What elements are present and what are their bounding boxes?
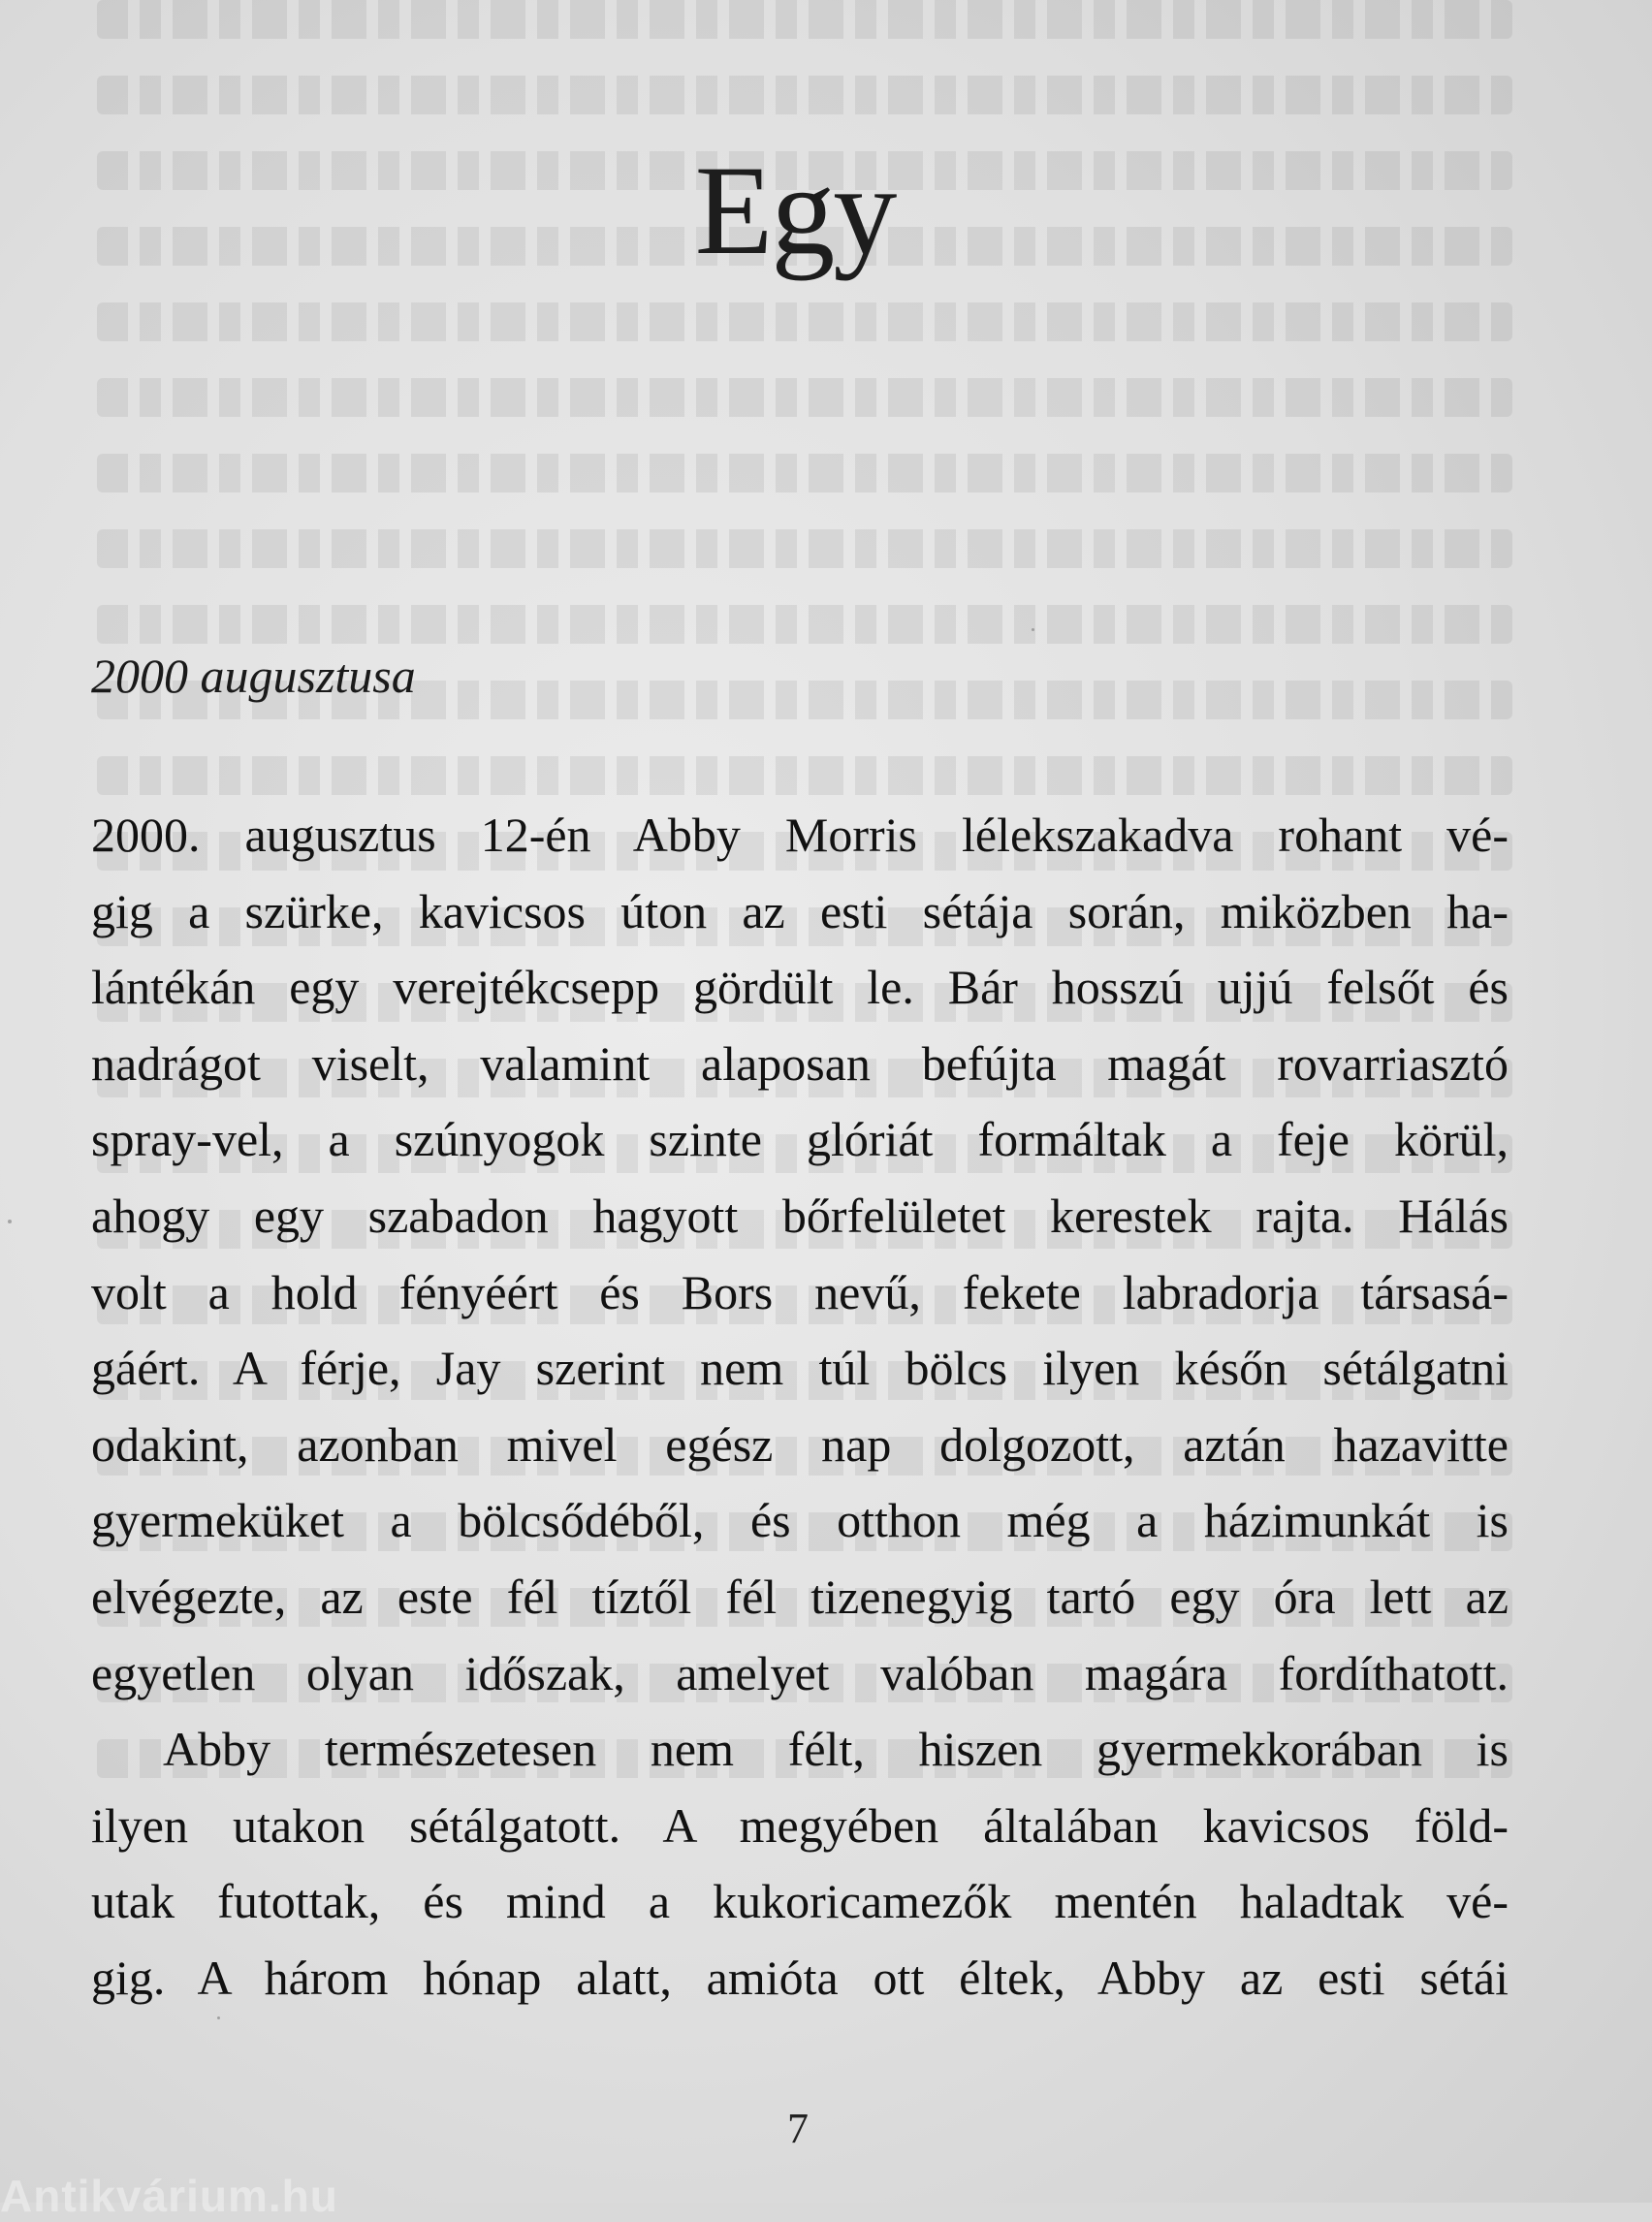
text-line: lántékán egy verejtékcsepp gördült le. Bár hosszú ujjú felsőt és	[91, 960, 1509, 1015]
body-text	[91, 797, 1509, 2016]
paper-speck	[1032, 628, 1034, 631]
text-line: ilyen utakon sétálgatott. A megyében általában kavicsos föld-	[91, 1797, 1509, 1853]
text-line: volt a hold fényéért és Bors nevű, fekete labradorja társasá-	[91, 1264, 1509, 1319]
paragraph-2	[91, 1711, 1509, 2016]
paper-speck	[217, 2016, 220, 2019]
text-line: nadrágot viselt, valamint alaposan befújta magát rovarriasztó	[91, 1035, 1509, 1091]
chapter-title: Egy	[694, 139, 896, 281]
text-line: ahogy egy szabadon hagyott bőrfelületet kerestek rajta. Hálás	[91, 1188, 1509, 1243]
text-line: odakint, azonban mivel egész nap dolgozott, aztán hazavitte	[91, 1416, 1509, 1472]
text-line: Abby természetesen nem félt, hiszen gyermekkorában is	[163, 1722, 1509, 1777]
text-line: spray-vel, a szúnyogok szinte glóriát formáltak a feje körül,	[91, 1112, 1509, 1167]
paper-speck	[8, 1220, 12, 1223]
text-line: elvégezte, az este fél tíztől fél tizenegyig tartó egy óra lett az	[91, 1569, 1509, 1624]
text-line: egyetlen olyan időszak, amelyet valóban magára fordíthatott.	[91, 1645, 1509, 1700]
chapter-dateline: 2000 augusztusa	[91, 649, 416, 703]
text-line: gáért. A férje, Jay szerint nem túl bölcs ilyen későn sétálgatni	[91, 1341, 1509, 1396]
text-line: 2000. augusztus 12-én Abby Morris lélekszakadva rohant vé-	[91, 808, 1509, 862]
text-line: gyermeküket a bölcsődéből, és otthon még a házimunkát is	[91, 1493, 1509, 1548]
text-line: gig. A három hónap alatt, amióta ott éltek, Abby az esti sétái	[91, 1950, 1509, 2005]
watermark: Antikvárium.hu	[0, 2171, 338, 2221]
page-number: 7	[787, 2105, 809, 2152]
text-line: gig a szürke, kavicsos úton az esti sétája során, miközben ha-	[91, 883, 1509, 938]
paragraph-1	[91, 797, 1509, 1711]
text-line: utak futottak, és mind a kukoricamezők mentén haladtak vé-	[91, 1874, 1509, 1929]
